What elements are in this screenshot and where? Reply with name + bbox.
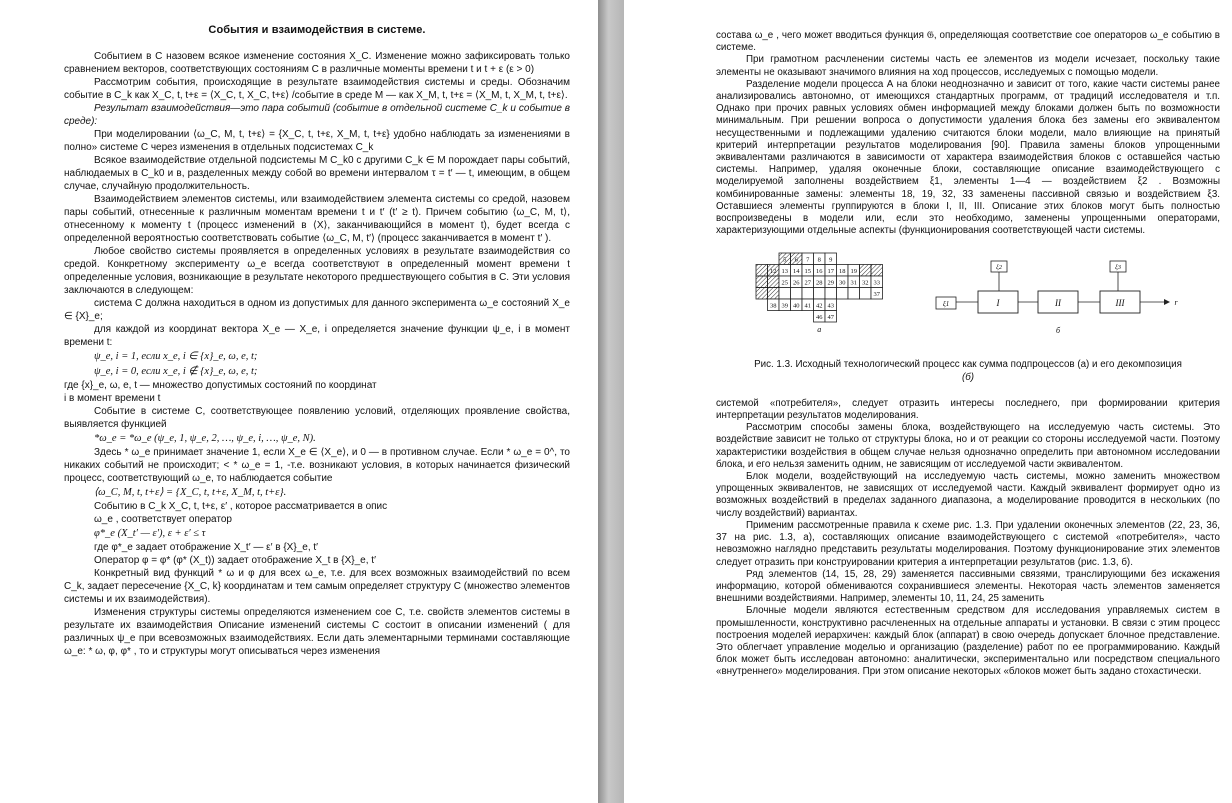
grid-cell-number: 14 (793, 268, 800, 276)
grid-cell-number: 39 (781, 302, 788, 310)
grid-cell-number: 29 (827, 279, 834, 287)
figure-diagram (716, 251, 1220, 351)
arrow-head (1164, 299, 1170, 305)
paragraph: Применим рассмотренные правила к схеме рис. 1.3. При удалении оконечных элементов (22, 23, 36, 37 на рис. 1.3, а), составляющих описание взаимодействующего с системой «потребителя», часто невозможно наглядно представить результаты моделирования. Поэтому функционирование этих элементов следует отразить при конструировании критерия а интерпретации результатов (рис. 1.3, б). (716, 519, 1220, 568)
figure-1-3 (716, 251, 1220, 351)
grid-cell-number: 37 (873, 291, 880, 299)
grid-cell (837, 288, 849, 300)
grid-cell-number: 9 (829, 256, 833, 264)
paragraph: Событием в C назовем всякое изменение состояния X_C. Изменение можно зафиксировать только сравнением векторов, соответствующих состояниям C в различные моменты времени t и t + ε (ε > 0) (64, 51, 570, 75)
grid-cell (848, 288, 860, 300)
paragraph: Здесь * ω_e принимает значение 1, если X_e ∈ ⟨X_e⟩, и 0 — в противном случае. Если * ω_e = 0^, то никаких событий не происходит; < * ω_e = 1, -т.е. возникают условия, в которых начинается физический процесс, соответствующий ω_e, то наблюдается событие (64, 447, 570, 484)
grid-cell-number: 16 (816, 268, 823, 276)
grid-cell-number: 47 (827, 314, 834, 322)
paragraph: Блок модели, воздействующий на исследуемую часть системы, можно заменить множеством упрощенных эквивалентов, не зависящих от исследуемой части. Каждый эквивалент формирует одно из возможных воздействий в пределах заданного диапазона, а моделирование проводится в нескольких (по числу воздействий) вариантах. (716, 471, 1220, 519)
grid-cell-number: 31 (850, 279, 857, 287)
grid-cell (825, 288, 837, 300)
paragraph: где φ*_e задает отображение X_t′ — ε′ в {X}_e, t′ (94, 542, 319, 553)
paragraph: При грамотном расчленении системы часть ее элементов из модели исчезает, поскольку такие элементы не оказывают значимого влияния на ход процессов, исследуемых с помощью модели. (716, 54, 1220, 78)
figure-caption (716, 359, 1220, 383)
grid-cell (768, 276, 780, 288)
formula: φ*_e (X_t′ — ε′), ε + ε′ ≤ τ (94, 528, 206, 539)
grid-cell (756, 276, 768, 288)
grid-cell-number: 13 (781, 268, 788, 276)
paragraph: Ряд элементов (14, 15, 28, 29) заменяется пассивными связями, транслирующими без искажения информацию, которой обмениваются сохранившиеся элементы. Некоторая часть элементов заменяется внешними воздействиями. Например, элементы 10, 11, 24, 25 заменить (716, 568, 1220, 605)
paragraph: состава ω_e , чего может вводиться функция 𝔊, определяющая соответствие сое операторов ω_e событию в системе. (716, 30, 1220, 54)
paragraph: Блочные модели являются естественным средством для исследования управляемых систем в промышленности, конструктивно расчлененных на отдельные аппараты и установки. В связи с этим процесс построения моделей иерархичен: каждый блок (аппарат) в свою очередь допускает блочное представление. Это облегчает управление моделью и организацию (разделение) работ по ее программированию. Каждый блок может быть исследован автономно: аналитически, экспериментально или посредством специального «внутреннего» моделирования. При этом описание некоторых «блоков может быть задано стохастически. (716, 605, 1220, 678)
block-label: III (1115, 298, 1125, 309)
grid-cell-number: 38 (770, 302, 777, 310)
block-label: I (996, 298, 1000, 309)
paragraph: При моделировании ⟨ω_C, M, t, t+ε⟩ = {X_C, t, t+ε, X_M, t, t+ε} удобно наблюдать за изменениями в полно» системе C через изменения в отдельных подсистемах C_k (64, 129, 570, 153)
paragraph: Разделение модели процесса А на блоки неоднозначно и зависит от того, какие части системы ранее анализировались автономно, от имеющихся стандартных программ, от традиций исследователя и т.п. Однако при прочих равных условиях обмен информацией между блоками должен быть по возможности минимальным. При решении вопроса о допустимости удаления блока без замены его эквивалентом несущественными и подлежащими удалению считаются блоки модели, мало влияющие на принятый критерий интерпретации результатов моделирования [90]. Правила замены блоков упрощенными эквивалентами различаются в зависимости от характера взаимодействия блоков с оставшейся частью системы. Например, удаляя оконечные блоки, составляющие описание взаимодействующего с моделируемой заполнены воздействием ξ1, элементы 1—4 — воздействием ξ2 . Возможны комбинированные замены: элементы 18, 19, 32, 33 заменены пассивной связью и воздействием ξ3. Оставшиеся элементы группируются в блоки I, II, III. Описание этих блоков могут быть полностью воспроизведены в модели или, если это необходимо, заменены упрощенными операторами, характеризующими отдельные аспекты (функционирования соответствующей части системы. (716, 78, 1220, 237)
grid-cell-number: 15 (804, 268, 811, 276)
grid-cell-number: 46 (816, 314, 823, 322)
grid-cell-number: 25 (781, 279, 788, 287)
grid-cell-number: 26 (793, 279, 800, 287)
paragraph: i в момент времени t (64, 393, 161, 404)
figure-label-b: б (1055, 326, 1061, 336)
grid-cell-number: 5 (783, 256, 787, 264)
grid-cell-number: 19 (850, 268, 857, 276)
paragraph: система C должна находиться в одном из допустимых для данного эксперимента ω_e состояний X_e ∈ {X}_e; (64, 298, 570, 322)
grid-cell-number: 30 (839, 279, 846, 287)
figure-label-a: а (817, 325, 822, 335)
right-page (624, 0, 1232, 803)
grid-cell (814, 288, 826, 300)
paragraph: Изменения структуры системы определяются изменением сое C, т.е. свойств элементов системы в результате их взаимодействия Описание изменений системы C состоит в описании изменений ( для различных ψ_e при всевозможных взаимодействиях. Если дать элементарными терминами составляющие ω_e: * ω, φ, φ* , то и структуры могут описываться через изменения (64, 607, 570, 657)
paragraph: где {x}_e, ω, e, t — множество допустимых состояний по координат (64, 380, 377, 391)
input-label-xi2: ξ2 (995, 264, 1003, 272)
grid-cell (756, 265, 768, 277)
paragraph: для каждой из координат вектора X_e — X_e, i определяется значение функции ψ_e, i в момент времени t: (64, 324, 570, 348)
formula: ψ_e, i = 1, если x_e, i ∈ {x}_e, ω, e, t; (94, 351, 258, 362)
paragraph: Конкретный вид функций * ω и φ для всех ω_e, т.е. для всех возможных взаимодействий по всем C_k, задает пересечение {X_C, k} координатам и тем самым определяет структуру C (множество элементов системы и их взаимодействия). (64, 568, 570, 605)
paragraph: Любое свойство системы проявляется в определенных условиях в результате взаимодействия со средой. Конкретному эксперименту ω_e всегда соответствуют в определенный момент времени t определенные условия, возникающие в результате некоторого предшествующего события в C. Эти условия заключаются в следующем: (64, 246, 570, 296)
grid-cell-number: 8 (817, 256, 821, 264)
grid-cell (860, 288, 872, 300)
grid-cell-number: 12 (770, 268, 777, 276)
grid-cell-number: 43 (827, 302, 834, 310)
paragraph: Оператор φ = φ* (φ* (X_t)) задает отображение X_t в {X}_e, t′ (94, 555, 376, 566)
paragraph: Событию в C_k X_C, t, t+ε, ε′ , которое рассматривается в опис (94, 501, 388, 512)
grid-cell-number: 18 (839, 268, 846, 276)
formula: *ω_e = *ω_e (ψ_e, 1, ψ_e, 2, …, ψ_e, i, …, ψ_e, N). (94, 433, 316, 444)
paragraph: Всякое взаимодействие отдельной подсистемы M C_k0 с другими C_k ∈ M порождает пары событий, наблюдаемых в C_k0 и в, разделенных между собой во времени интервалом τ = t′ — t, имеющим, в общем случае, случайную продолжительность. (64, 155, 570, 192)
block-label: II (1055, 298, 1061, 309)
paragraph: системой «потребителя», следует отразить интересы последнего, при формировании критерия интерпретации результатов моделирования. (716, 397, 1220, 422)
grid-cell-number: 32 (862, 279, 869, 287)
left-page-content (0, 0, 598, 658)
figure-caption-text: Рис. 1.3. Исходный технологический процесс как сумма подпроцессов (а) и его декомпозиция (754, 359, 1182, 371)
input-label-xi1: ξ1 (942, 300, 950, 309)
output-label: r (1174, 298, 1178, 308)
grid-cell (871, 265, 883, 277)
grid-cell-number: 27 (804, 279, 811, 287)
grid-cell-number: 6 (794, 256, 798, 264)
page-gutter (598, 0, 624, 803)
paragraph: ω_e , соответствует оператор (94, 514, 232, 525)
input-label-xi3: ξ3 (1114, 264, 1122, 272)
paragraph: Взаимодействием элементов системы, или взаимодействием элемента системы со средой, назовем пары событий, отнесенные к различным моментам времени t и t′ (t′ ≥ t). Причем событию ⟨ω_C, M, t⟩, отнесенному к моменту t (процесс изменений в ⟨X⟩, заканчивающийся в момент t), будет всегда с определенной вероятностью соответствовать событие ⟨ω_C, M, t′⟩ (процесс заканчивается в момент t′ ). (64, 194, 570, 244)
grid-cell (768, 288, 780, 300)
grid-cell-number: 7 (806, 256, 810, 264)
paragraph: Результат взаимодействия—это пара событий (событие в отдельной системе C_k и событие в среде): (64, 103, 570, 127)
grid-cell-number: 40 (793, 302, 800, 310)
grid-cell-number: 41 (804, 302, 811, 310)
document-title: События и взаимодействия в системе. (208, 24, 426, 36)
paragraph: Рассмотрим события, происходящие в результате взаимодействия системы и среды. Обозначим событие в C_k как X_C, t, t+ε = ⟨X_C, t, X_C, t+ε⟩ /событие в среде M — как X_M, t, t+ε = ⟨X_M, t, X_M, t, t+ε⟩. (64, 77, 570, 101)
left-page (0, 0, 598, 803)
paragraph: Рассмотрим способы замены блока, воздействующего на исследуемую часть системы. Это воздействие зависит не только от структуры блока, но и от реакции со стороны исследуемой части. Поэтому характеристики воздействия в общем случае нельзя однозначно определить при автономном исследовании блока, и его нельзя заменить одним, не зависящим от исследуемой части эквивалентом. (716, 422, 1220, 470)
grid-cell (791, 288, 803, 300)
grid-cell-number: 42 (816, 302, 823, 310)
grid-cell-number: 33 (873, 279, 880, 287)
grid-cell-number: 28 (816, 279, 823, 287)
grid-cell-number: 17 (827, 268, 834, 276)
paragraph: Событие в системе C, соответствующее появлению условий, отделяющих проявление свойства, выявляется функцией (64, 406, 570, 430)
formula: ⟨ω_C, M, t, t+ε⟩ = {X_C, t, t+ε, X_M, t, t+ε}. (94, 487, 287, 498)
grid-cell (802, 288, 814, 300)
figure-caption-sub: (б) (961, 371, 975, 383)
grid-cell (779, 288, 791, 300)
right-page-content (624, 0, 1232, 679)
grid-cell (860, 265, 872, 277)
formula: ψ_e, i = 0, если x_e, i ∉ {x}_e, ω, e, t; (94, 366, 258, 377)
grid-cell (756, 288, 768, 300)
